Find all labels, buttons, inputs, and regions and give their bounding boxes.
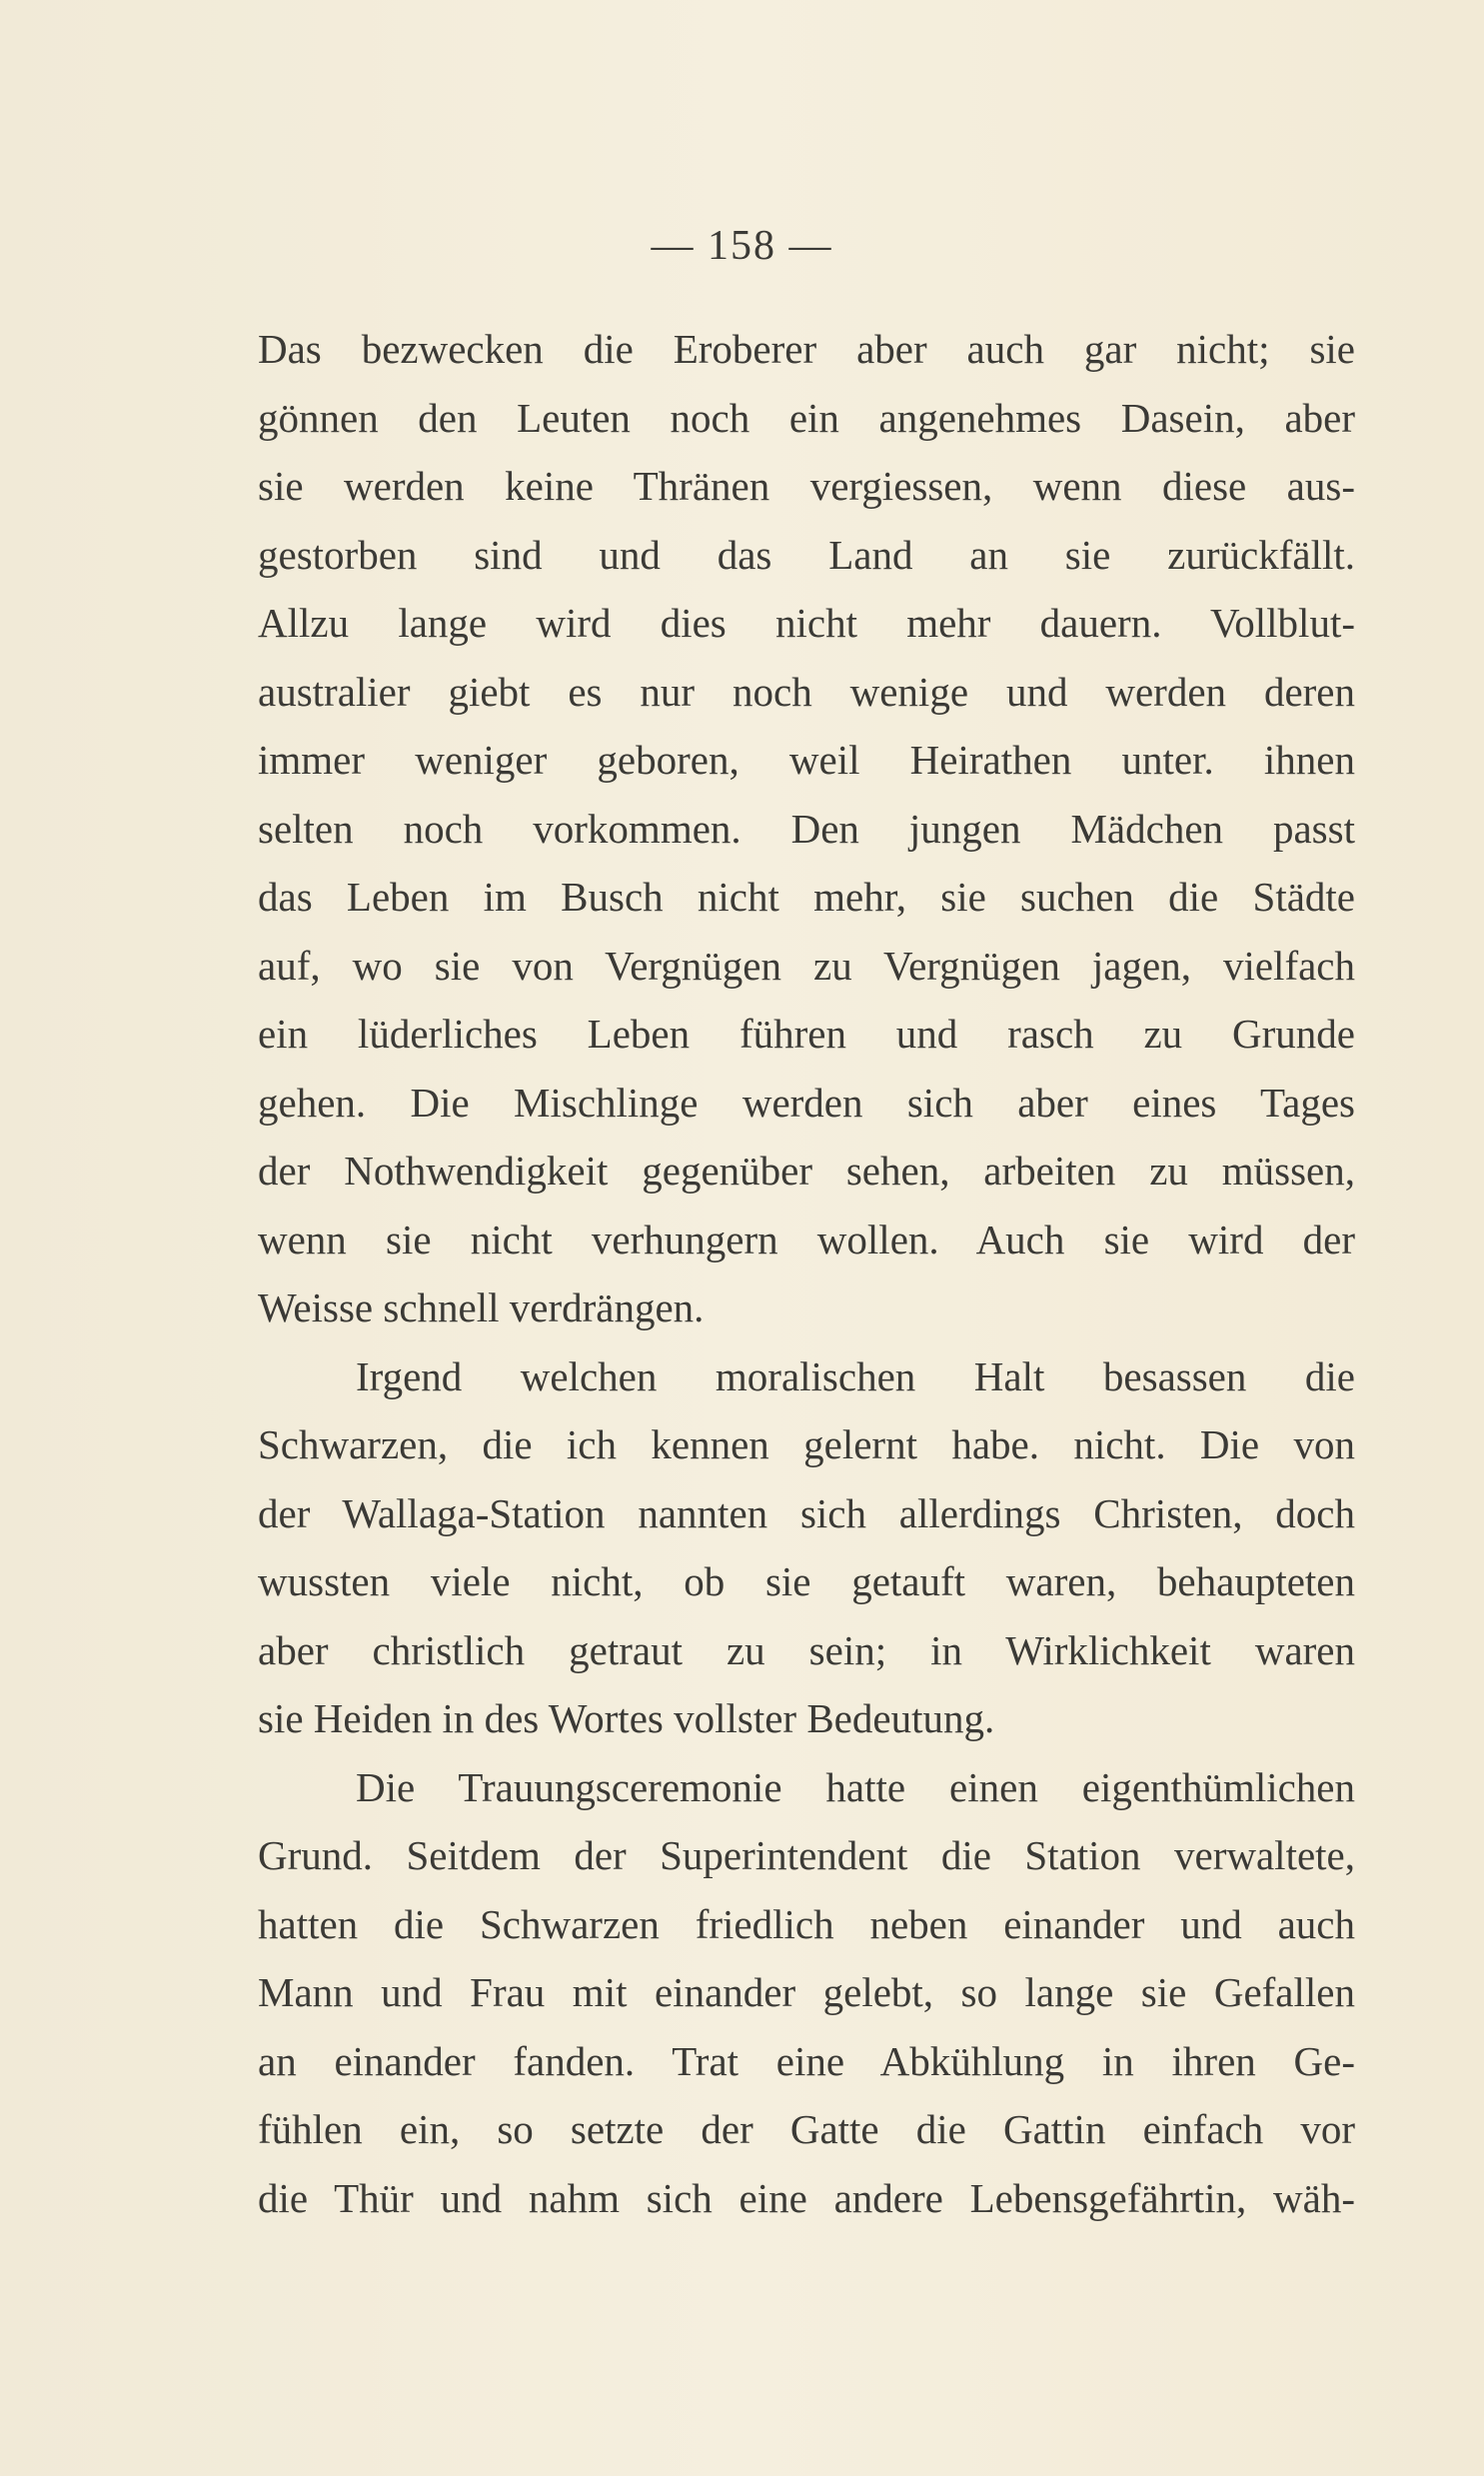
text-line: sie Heiden in des Wortes vollster Bedeutung. <box>258 1695 995 1741</box>
text-line: Irgend welchen moralischen Halt besassen die <box>356 1352 1355 1399</box>
text-line: auf, wo sie von Vergnügen zu Vergnügen jagen, vielfach <box>258 942 1355 989</box>
text-line: Die Trauungsceremonie hatte einen eigenthümlichen <box>356 1763 1355 1810</box>
text-line: sie werden keine Thränen vergiessen, wenn diese aus- <box>258 463 1355 509</box>
text-line: aber christlich getraut zu sein; in Wirklichkeit waren <box>258 1626 1355 1673</box>
text-line: Grund. Seitdem der Superintendent die Station verwaltete, <box>258 1832 1355 1878</box>
text-line: an einander fanden. Trat eine Abkühlung in ihren Ge- <box>258 2037 1355 2084</box>
text-line: fühlen ein, so setzte der Gatte die Gattin einfach vor <box>258 2106 1355 2152</box>
text-line: gestorben sind und das Land an sie zurückfällt. <box>258 531 1355 578</box>
text-line: Das bezwecken die Eroberer aber auch gar nicht; sie <box>258 326 1355 372</box>
text-line: gönnen den Leuten noch ein angenehmes Dasein, aber <box>258 394 1355 441</box>
text-line: selten noch vorkommen. Den jungen Mädchen passt <box>258 805 1355 852</box>
text-line: Weisse schnell verdrängen. <box>258 1284 705 1330</box>
text-line: der Nothwendigkeit gegenüber sehen, arbeiten zu müssen, <box>258 1148 1355 1194</box>
text-line: australier giebt es nur noch wenige und werden deren <box>258 668 1355 715</box>
text-line: wenn sie nicht verhungern wollen. Auch sie wird der <box>258 1216 1355 1262</box>
text-line: das Leben im Busch nicht mehr, sie suchen die Städte <box>258 874 1355 920</box>
text-line: hatten die Schwarzen friedlich neben einander und auch <box>258 1900 1355 1947</box>
text-line: Mann und Frau mit einander gelebt, so lange sie Gefallen <box>258 1969 1355 2015</box>
text-line: ein lüderliches Leben führen und rasch zu Grunde <box>258 1011 1355 1057</box>
text-line: die Thür und nahm sich eine andere Lebensgefährtin, wäh- <box>258 2174 1355 2221</box>
text-line: immer weniger geboren, weil Heirathen unter. ihnen <box>258 737 1355 783</box>
text-line: der Wallaga-Station nannten sich allerdings Christen, doch <box>258 1489 1355 1536</box>
text-line: Allzu lange wird dies nicht mehr dauern. Vollblut- <box>258 600 1355 646</box>
text-line: wussten viele nicht, ob sie getauft waren, behaupteten <box>258 1558 1355 1604</box>
text-line: gehen. Die Mischlinge werden sich aber eines Tages <box>258 1079 1355 1126</box>
page-number: — 158 — <box>651 223 833 269</box>
body-text <box>258 315 1355 2232</box>
text-line: Schwarzen, die ich kennen gelernt habe. nicht. Die von <box>258 1421 1355 1467</box>
